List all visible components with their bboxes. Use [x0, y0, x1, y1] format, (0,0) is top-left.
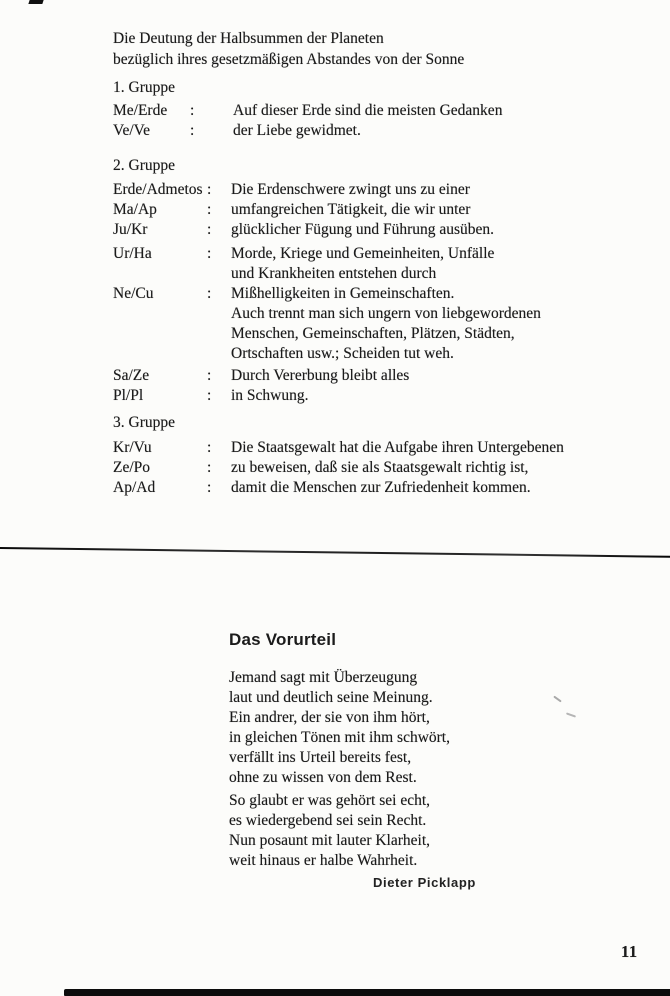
row-text: Mißhelligkeiten in Gemeinschaften. [231, 285, 455, 302]
row-colon [207, 324, 231, 344]
definition-row [113, 438, 658, 458]
poem-heading: Das Vorurteil [229, 630, 337, 649]
definition-row [113, 458, 658, 478]
row-colon [207, 264, 231, 284]
row-colon: : [207, 245, 212, 262]
group-1-heading: 1. Gruppe [113, 79, 175, 96]
definition-row [113, 200, 658, 220]
poem-line: ohne zu wissen von dem Rest. [229, 769, 417, 786]
scan-artifact-bottom-bar [64, 989, 670, 996]
row-text: Auch trennt man sich ungern von liebgewordenen [231, 305, 541, 322]
definition-row [113, 284, 658, 304]
row-label [113, 264, 207, 284]
definition-row-continuation [113, 324, 658, 344]
group-3 [113, 413, 658, 498]
poem-line: Nun posaunt mit lauter Klarheit, [229, 832, 431, 849]
row-colon: : [207, 285, 212, 302]
row-text: Menschen, Gemeinschaften, Plätzen, Städten, [231, 325, 515, 342]
row-label: Pl/Pl [113, 387, 144, 404]
row-colon: : [207, 221, 212, 238]
row-text: Durch Vererbung bleibt alles [231, 367, 410, 384]
group-2 [113, 156, 658, 406]
definition-row [113, 121, 658, 141]
poem-line: weit hinaus er halbe Wahrheit. [229, 852, 418, 869]
definition-row [113, 366, 658, 386]
row-text: in Schwung. [231, 387, 309, 404]
definition-row [113, 220, 658, 240]
row-text: umfangreichen Tätigkeit, die wir unter [231, 201, 471, 218]
row-label: Ap/Ad [113, 479, 156, 496]
definition-row [113, 101, 658, 121]
scan-artifact-speck [566, 712, 576, 717]
group-3-heading: 3. Gruppe [113, 414, 175, 431]
poem-line: es wiedergebend sei sein Recht. [229, 812, 427, 829]
row-label: Ju/Kr [113, 221, 148, 238]
definition-row [113, 386, 658, 406]
row-label [113, 304, 207, 324]
row-text: Ortschaften usw.; Scheiden tut weh. [231, 345, 454, 362]
row-colon: : [190, 102, 195, 119]
poem-stanza-1 [229, 668, 476, 788]
row-label: Erde/Admetos [113, 181, 203, 198]
definition-row [113, 478, 658, 498]
row-colon: : [207, 367, 212, 384]
poem-line: in gleichen Tönen mit ihm schwört, [229, 729, 450, 746]
scan-artifact-speck [553, 696, 562, 703]
poem-stanza-2 [229, 791, 476, 871]
row-colon: : [207, 181, 212, 198]
row-colon: : [207, 459, 212, 476]
row-label: Ur/Ha [113, 245, 152, 262]
row-label [113, 324, 207, 344]
row-label: Kr/Vu [113, 439, 152, 456]
poem-line: Jemand sagt mit Überzeugung [229, 669, 418, 686]
row-colon: : [207, 439, 212, 456]
row-colon [207, 344, 231, 364]
poem-line: laut und deutlich seine Meinung. [229, 689, 433, 706]
row-label [113, 344, 207, 364]
poem-author: Dieter Picklapp [373, 875, 476, 890]
page-number: 11 [621, 942, 638, 961]
row-text: Die Erdenschwere zwingt uns zu einer [231, 181, 470, 198]
row-text: und Krankheiten entstehen durch [231, 265, 437, 282]
row-colon [207, 304, 231, 324]
definition-row-continuation [113, 264, 658, 284]
poem-line: So glaubt er was gehört sei echt, [229, 792, 431, 809]
row-text: Die Staatsgewalt hat die Aufgabe ihren Untergebenen [231, 439, 564, 456]
row-text: zu beweisen, daß sie als Staatsgewalt richtig ist, [231, 459, 529, 476]
row-label: Ma/Ap [113, 201, 157, 218]
definition-row [113, 244, 658, 264]
row-label: Ve/Ve [113, 122, 151, 139]
row-text: Morde, Kriege und Gemeinheiten, Unfälle [231, 245, 495, 262]
scan-artifact-top-tick [28, 0, 43, 4]
row-text: glücklicher Fügung und Führung ausüben. [231, 221, 495, 238]
poem-section [229, 630, 476, 891]
definition-row [113, 180, 658, 200]
page-title [113, 28, 464, 70]
row-label: Ze/Po [113, 459, 151, 476]
definition-row-continuation [113, 344, 658, 364]
poem-line: Ein andrer, der sie von ihm hört, [229, 709, 430, 726]
row-label: Me/Erde [113, 102, 168, 119]
row-text: der Liebe gewidmet. [233, 122, 361, 139]
definition-row-continuation [113, 304, 658, 324]
row-text: damit die Menschen zur Zufriedenheit kommen. [231, 479, 531, 496]
group-1 [113, 78, 658, 141]
row-label: Sa/Ze [113, 367, 150, 384]
title-line-1: Die Deutung der Halbsummen der Planeten [113, 30, 384, 47]
row-text: Auf dieser Erde sind die meisten Gedanken [233, 102, 503, 119]
title-line-2: bezüglich ihres gesetzmäßigen Abstandes von der Sonne [113, 51, 465, 68]
row-colon: : [207, 479, 212, 496]
group-2-heading: 2. Gruppe [113, 157, 175, 174]
row-colon: : [190, 122, 195, 139]
row-label: Ne/Cu [113, 285, 154, 302]
row-colon: : [207, 201, 212, 218]
poem-line: verfällt ins Urteil bereits fest, [229, 749, 412, 766]
row-colon: : [207, 387, 212, 404]
horizontal-rule [0, 547, 670, 558]
